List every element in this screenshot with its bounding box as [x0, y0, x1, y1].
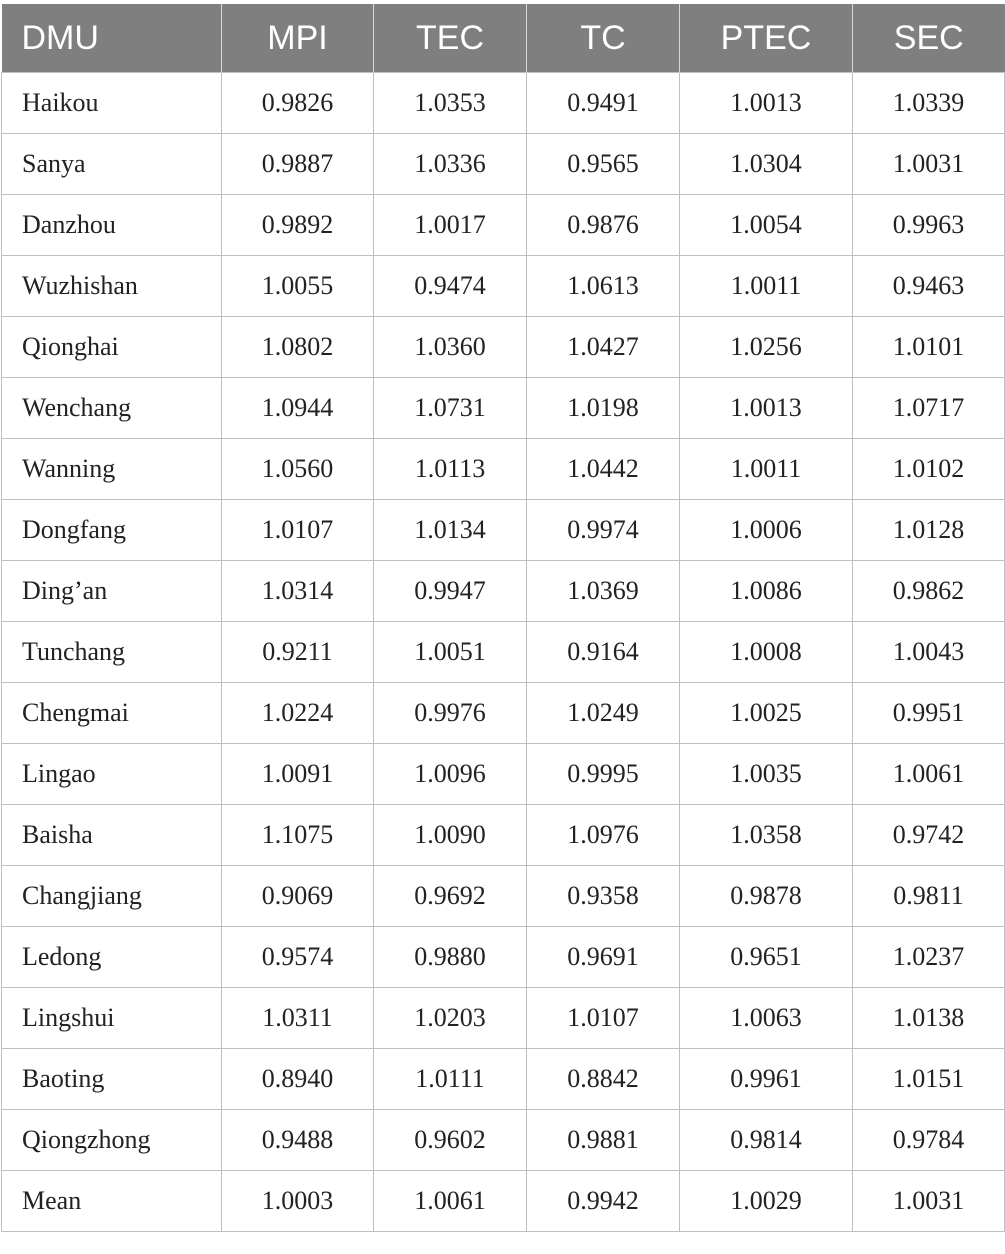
row-label-cell: Lingao	[2, 744, 222, 805]
row-label-cell: Haikou	[2, 73, 222, 134]
value-cell-sec: 1.0717	[853, 378, 1005, 439]
value-cell-tec: 0.9880	[374, 927, 527, 988]
value-cell-tec: 1.0134	[374, 500, 527, 561]
value-cell-tc: 1.0198	[527, 378, 680, 439]
table-row	[2, 988, 1005, 1049]
value-cell-sec: 1.0128	[853, 500, 1005, 561]
value-cell-tc: 0.9164	[527, 622, 680, 683]
row-label-cell: Dongfang	[2, 500, 222, 561]
value-cell-sec: 0.9963	[853, 195, 1005, 256]
data-table	[1, 4, 1005, 1232]
value-cell-sec: 1.0031	[853, 1171, 1005, 1232]
value-cell-ptec: 1.0008	[680, 622, 853, 683]
value-cell-mpi: 1.0003	[222, 1171, 374, 1232]
value-cell-mpi: 1.0107	[222, 500, 374, 561]
value-cell-tec: 1.0113	[374, 439, 527, 500]
value-cell-tc: 0.8842	[527, 1049, 680, 1110]
table-row	[2, 317, 1005, 378]
value-cell-ptec: 1.0256	[680, 317, 853, 378]
value-cell-sec: 0.9784	[853, 1110, 1005, 1171]
table-row	[2, 378, 1005, 439]
value-cell-sec: 0.9862	[853, 561, 1005, 622]
value-cell-mpi: 0.8940	[222, 1049, 374, 1110]
table-row	[2, 561, 1005, 622]
value-cell-sec: 0.9811	[853, 866, 1005, 927]
value-cell-tec: 0.9947	[374, 561, 527, 622]
value-cell-sec: 0.9463	[853, 256, 1005, 317]
row-label-cell: Sanya	[2, 134, 222, 195]
value-cell-ptec: 1.0029	[680, 1171, 853, 1232]
value-cell-tec: 0.9692	[374, 866, 527, 927]
column-header-tc: TC	[527, 4, 680, 73]
row-label-cell: Baisha	[2, 805, 222, 866]
value-cell-tc: 0.9876	[527, 195, 680, 256]
value-cell-mpi: 1.0311	[222, 988, 374, 1049]
value-cell-tc: 0.9358	[527, 866, 680, 927]
row-label-cell: Ledong	[2, 927, 222, 988]
value-cell-tc: 1.0442	[527, 439, 680, 500]
table-row	[2, 500, 1005, 561]
table-row	[2, 683, 1005, 744]
value-cell-mpi: 0.9488	[222, 1110, 374, 1171]
value-cell-sec: 1.0339	[853, 73, 1005, 134]
value-cell-mpi: 1.1075	[222, 805, 374, 866]
table-row	[2, 1049, 1005, 1110]
value-cell-mpi: 1.0091	[222, 744, 374, 805]
table-row	[2, 866, 1005, 927]
row-label-cell: Qionghai	[2, 317, 222, 378]
value-cell-tc: 0.9995	[527, 744, 680, 805]
value-cell-mpi: 0.9069	[222, 866, 374, 927]
value-cell-sec: 1.0043	[853, 622, 1005, 683]
value-cell-tc: 0.9974	[527, 500, 680, 561]
value-cell-ptec: 0.9878	[680, 866, 853, 927]
row-label-cell: Chengmai	[2, 683, 222, 744]
row-label-cell: Lingshui	[2, 988, 222, 1049]
value-cell-tec: 0.9976	[374, 683, 527, 744]
row-label-cell: Mean	[2, 1171, 222, 1232]
value-cell-sec: 1.0237	[853, 927, 1005, 988]
value-cell-tec: 1.0336	[374, 134, 527, 195]
row-label-cell: Danzhou	[2, 195, 222, 256]
value-cell-tec: 1.0353	[374, 73, 527, 134]
value-cell-ptec: 1.0011	[680, 256, 853, 317]
value-cell-tc: 1.0369	[527, 561, 680, 622]
value-cell-sec: 0.9951	[853, 683, 1005, 744]
value-cell-tec: 1.0096	[374, 744, 527, 805]
value-cell-sec: 1.0151	[853, 1049, 1005, 1110]
value-cell-mpi: 1.0802	[222, 317, 374, 378]
value-cell-tec: 0.9474	[374, 256, 527, 317]
table-row	[2, 622, 1005, 683]
value-cell-mpi: 0.9574	[222, 927, 374, 988]
value-cell-ptec: 1.0054	[680, 195, 853, 256]
row-label-cell: Qiongzhong	[2, 1110, 222, 1171]
value-cell-mpi: 1.0055	[222, 256, 374, 317]
value-cell-tc: 1.0427	[527, 317, 680, 378]
header-row	[2, 4, 1005, 73]
value-cell-tc: 0.9565	[527, 134, 680, 195]
table-header	[2, 4, 1005, 73]
value-cell-tc: 0.9942	[527, 1171, 680, 1232]
value-cell-ptec: 1.0025	[680, 683, 853, 744]
value-cell-tec: 1.0111	[374, 1049, 527, 1110]
value-cell-tec: 1.0731	[374, 378, 527, 439]
row-label-cell: Ding’an	[2, 561, 222, 622]
value-cell-ptec: 0.9651	[680, 927, 853, 988]
value-cell-tec: 1.0061	[374, 1171, 527, 1232]
table-row	[2, 256, 1005, 317]
table-row	[2, 73, 1005, 134]
column-header-tec: TEC	[374, 4, 527, 73]
table-row	[2, 195, 1005, 256]
value-cell-ptec: 1.0006	[680, 500, 853, 561]
value-cell-ptec: 1.0304	[680, 134, 853, 195]
value-cell-tec: 1.0203	[374, 988, 527, 1049]
value-cell-tc: 0.9881	[527, 1110, 680, 1171]
table-row	[2, 744, 1005, 805]
value-cell-tec: 0.9602	[374, 1110, 527, 1171]
value-cell-ptec: 1.0013	[680, 73, 853, 134]
value-cell-sec: 1.0102	[853, 439, 1005, 500]
row-label-cell: Tunchang	[2, 622, 222, 683]
table-row	[2, 927, 1005, 988]
value-cell-tc: 1.0107	[527, 988, 680, 1049]
value-cell-mpi: 1.0944	[222, 378, 374, 439]
value-cell-tec: 1.0090	[374, 805, 527, 866]
value-cell-ptec: 1.0013	[680, 378, 853, 439]
value-cell-sec: 0.9742	[853, 805, 1005, 866]
value-cell-sec: 1.0101	[853, 317, 1005, 378]
value-cell-sec: 1.0061	[853, 744, 1005, 805]
value-cell-ptec: 1.0011	[680, 439, 853, 500]
value-cell-tc: 0.9491	[527, 73, 680, 134]
value-cell-sec: 1.0031	[853, 134, 1005, 195]
row-label-cell: Wanning	[2, 439, 222, 500]
value-cell-ptec: 1.0358	[680, 805, 853, 866]
table-row	[2, 1171, 1005, 1232]
value-cell-mpi: 0.9211	[222, 622, 374, 683]
value-cell-tc: 1.0976	[527, 805, 680, 866]
value-cell-tec: 1.0360	[374, 317, 527, 378]
value-cell-ptec: 1.0086	[680, 561, 853, 622]
value-cell-tc: 0.9691	[527, 927, 680, 988]
value-cell-ptec: 1.0035	[680, 744, 853, 805]
table-row	[2, 439, 1005, 500]
value-cell-sec: 1.0138	[853, 988, 1005, 1049]
column-header-sec: SEC	[853, 4, 1005, 73]
value-cell-mpi: 0.9892	[222, 195, 374, 256]
value-cell-ptec: 0.9814	[680, 1110, 853, 1171]
value-cell-ptec: 0.9961	[680, 1049, 853, 1110]
value-cell-mpi: 0.9826	[222, 73, 374, 134]
table-row	[2, 134, 1005, 195]
column-header-mpi: MPI	[222, 4, 374, 73]
row-label-cell: Changjiang	[2, 866, 222, 927]
column-header-ptec: PTEC	[680, 4, 853, 73]
value-cell-mpi: 1.0314	[222, 561, 374, 622]
row-label-cell: Wenchang	[2, 378, 222, 439]
row-label-cell: Baoting	[2, 1049, 222, 1110]
value-cell-ptec: 1.0063	[680, 988, 853, 1049]
value-cell-tec: 1.0051	[374, 622, 527, 683]
column-header-dmu: DMU	[2, 4, 222, 73]
table-body	[2, 73, 1005, 1232]
value-cell-tc: 1.0613	[527, 256, 680, 317]
row-label-cell: Wuzhishan	[2, 256, 222, 317]
table-row	[2, 1110, 1005, 1171]
table-row	[2, 805, 1005, 866]
value-cell-tec: 1.0017	[374, 195, 527, 256]
value-cell-mpi: 1.0560	[222, 439, 374, 500]
value-cell-mpi: 1.0224	[222, 683, 374, 744]
value-cell-tc: 1.0249	[527, 683, 680, 744]
value-cell-mpi: 0.9887	[222, 134, 374, 195]
